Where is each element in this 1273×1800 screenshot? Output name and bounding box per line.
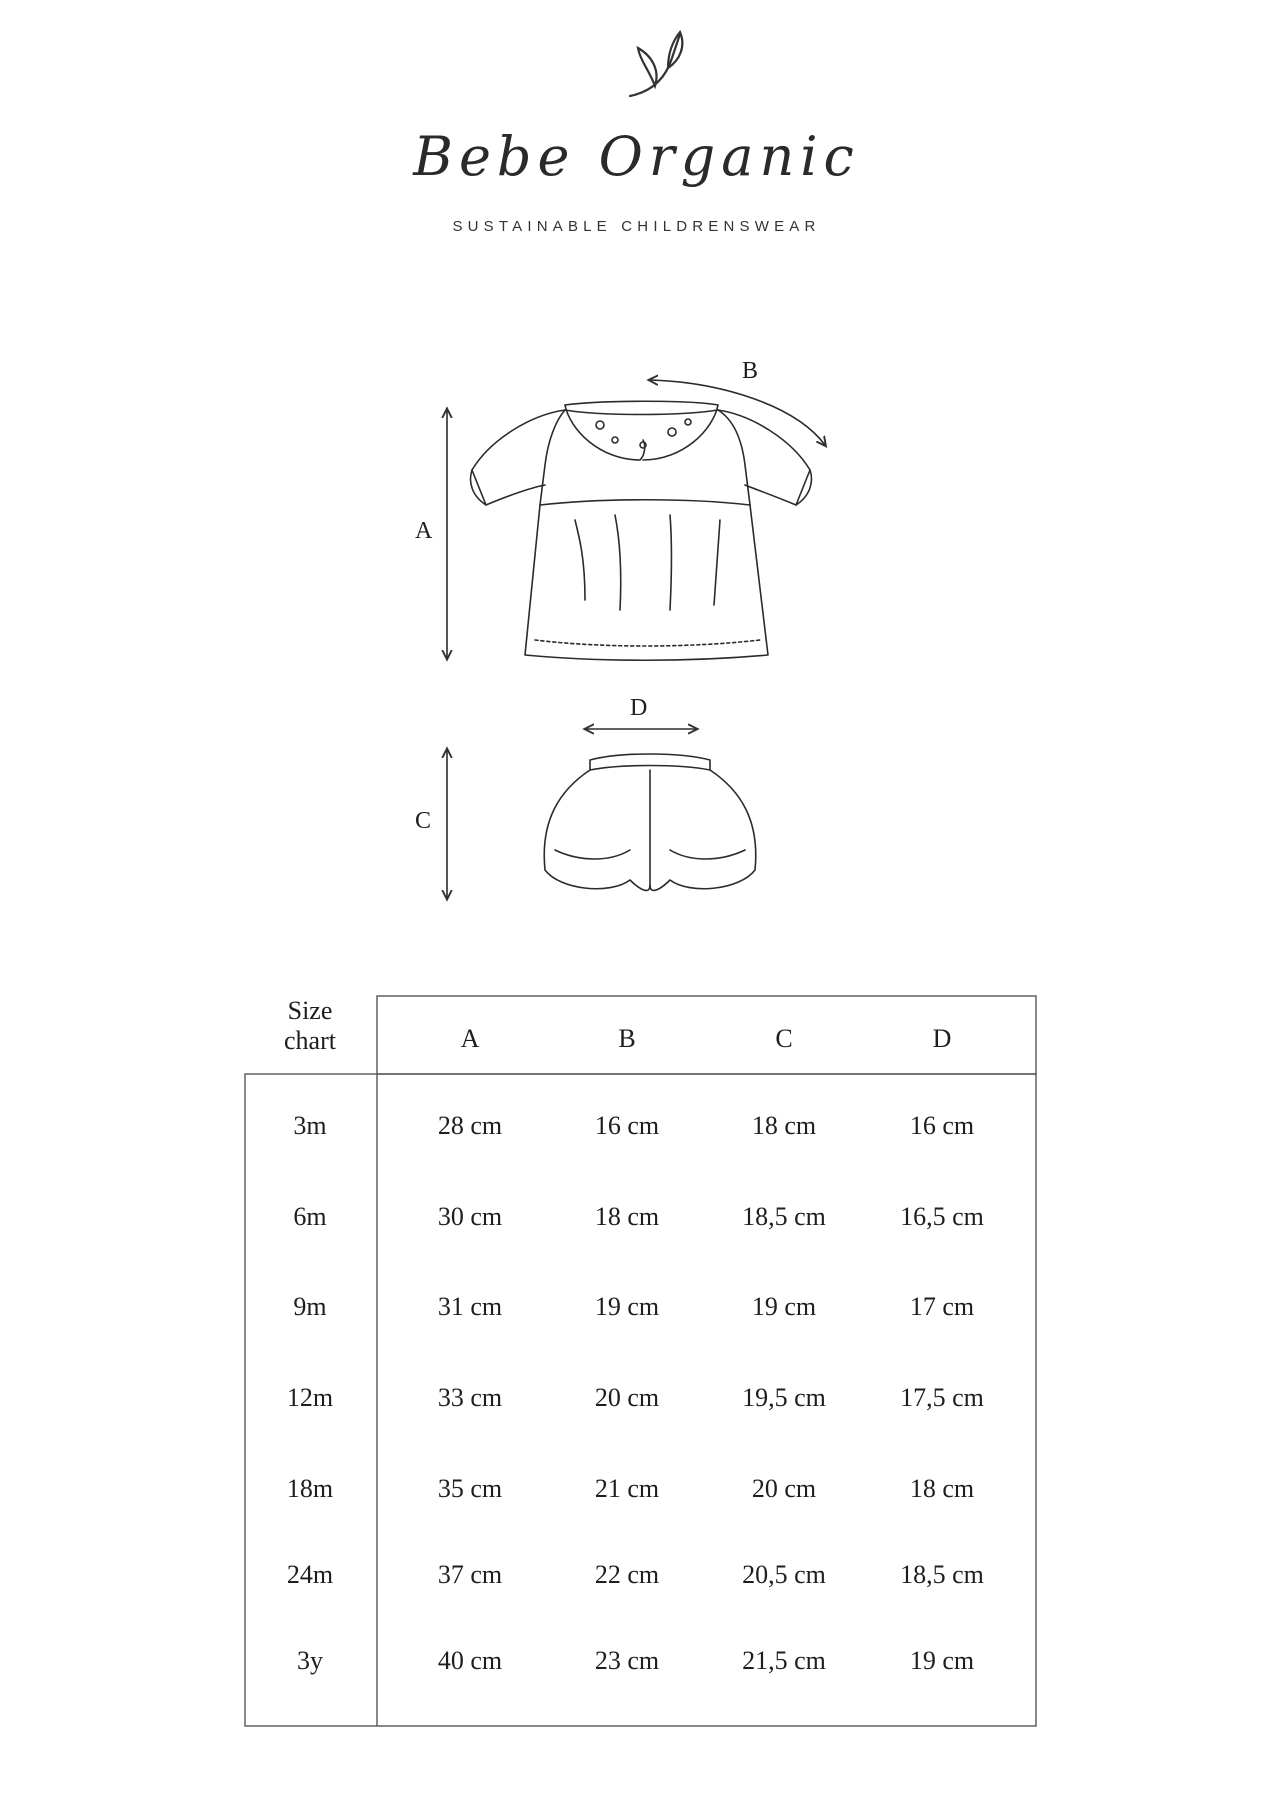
row-size: 12m <box>286 1383 334 1412</box>
cell-c: 20,5 cm <box>742 1560 826 1589</box>
size-chart-header <box>245 996 375 1056</box>
dimension-label-d: D <box>630 695 648 721</box>
row-size: 9m <box>293 1292 327 1321</box>
cell-d: 17,5 cm <box>900 1383 984 1412</box>
cell-b: 19 cm <box>594 1292 660 1321</box>
cell-b: 23 cm <box>594 1646 660 1675</box>
cell-a: 33 cm <box>437 1383 503 1412</box>
cell-b: 20 cm <box>594 1383 660 1412</box>
cell-d: 17 cm <box>909 1292 975 1321</box>
row-size: 18m <box>286 1474 334 1503</box>
column-header-b: B <box>618 1024 636 1053</box>
cell-d: 16,5 cm <box>900 1202 984 1231</box>
column-header-a: A <box>460 1024 480 1053</box>
cell-b: 21 cm <box>594 1474 660 1503</box>
cell-a: 28 cm <box>437 1111 503 1140</box>
cell-d: 18 cm <box>909 1474 975 1503</box>
cell-b: 22 cm <box>594 1560 660 1589</box>
cell-a: 35 cm <box>437 1474 503 1503</box>
cell-c: 19,5 cm <box>742 1383 826 1412</box>
dimension-label-a: A <box>415 518 433 544</box>
cell-c: 21,5 cm <box>742 1646 826 1675</box>
cell-b: 16 cm <box>594 1111 660 1140</box>
cell-a: 30 cm <box>437 1202 503 1231</box>
cell-d: 18,5 cm <box>900 1560 984 1589</box>
row-size: 3y <box>297 1646 323 1675</box>
cell-c: 18,5 cm <box>742 1202 826 1231</box>
cell-a: 40 cm <box>437 1646 503 1675</box>
cell-a: 37 cm <box>437 1560 503 1589</box>
row-size: 24m <box>286 1560 334 1589</box>
column-header-c: C <box>775 1024 793 1053</box>
cell-c: 18 cm <box>751 1111 817 1140</box>
dimension-label-b: B <box>742 358 759 384</box>
size-chart-header-line1: Size <box>287 996 333 1025</box>
cell-c: 19 cm <box>751 1292 817 1321</box>
brand-name: Bebe Organic <box>413 125 860 188</box>
brand-tagline: SUSTAINABLE CHILDRENSWEAR <box>452 218 821 235</box>
dimension-label-c: C <box>415 808 432 834</box>
cell-d: 19 cm <box>909 1646 975 1675</box>
cell-c: 20 cm <box>751 1474 817 1503</box>
cell-d: 16 cm <box>909 1111 975 1140</box>
size-chart-header-line2: chart <box>284 1026 336 1055</box>
row-size: 6m <box>293 1202 327 1231</box>
row-size: 3m <box>293 1111 327 1140</box>
column-header-d: D <box>932 1024 952 1053</box>
cell-b: 18 cm <box>594 1202 660 1231</box>
cell-a: 31 cm <box>437 1292 503 1321</box>
